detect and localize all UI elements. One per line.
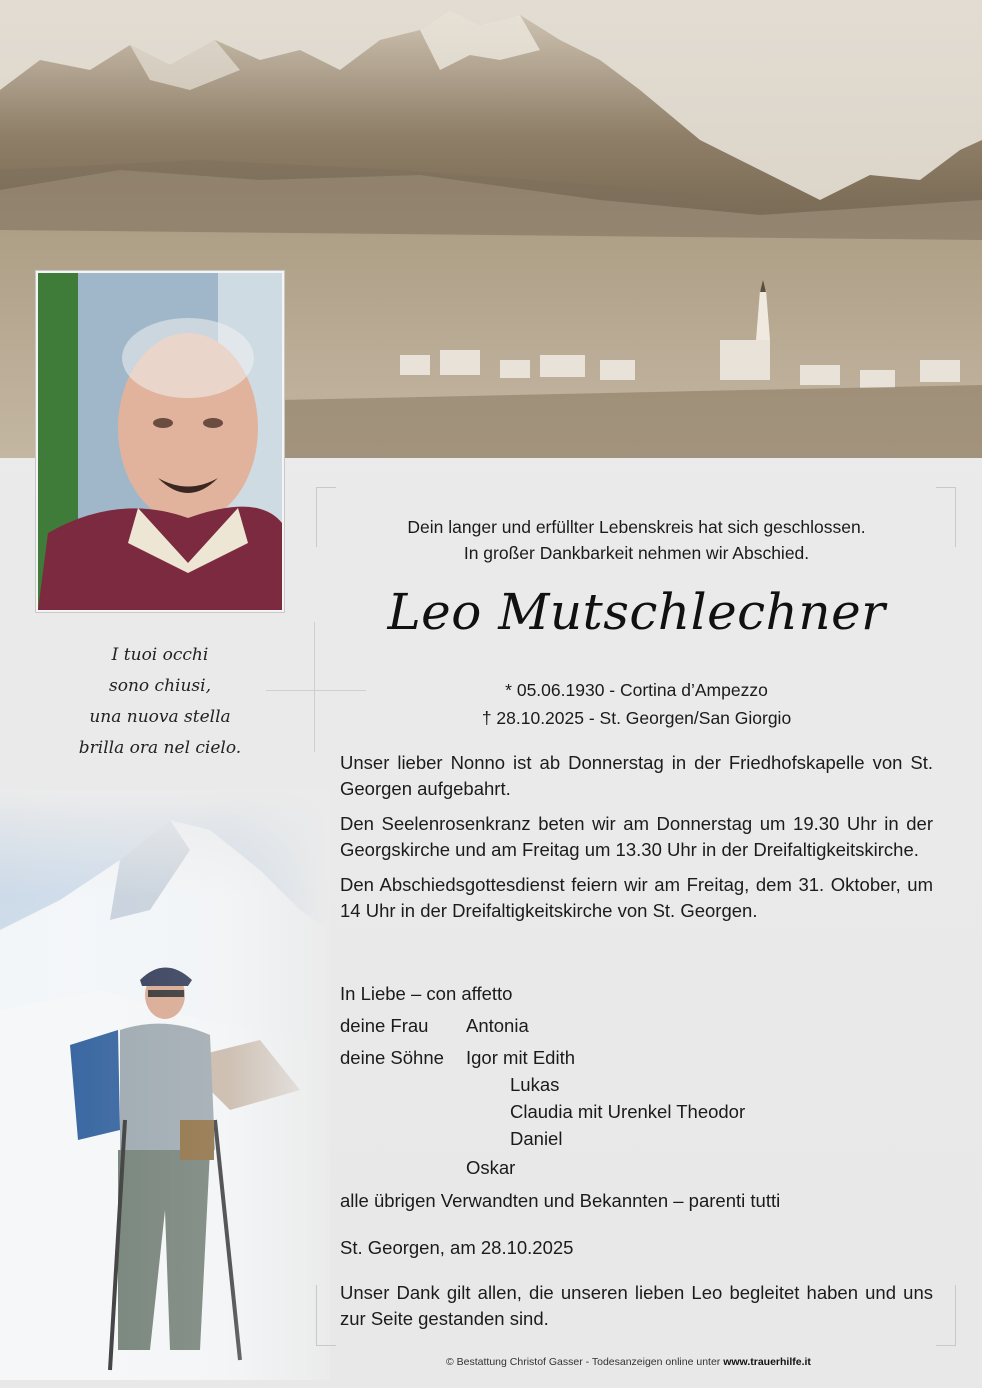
frame-top-right — [936, 487, 956, 488]
son-name: Oskar — [466, 1157, 516, 1178]
life-dates — [340, 676, 933, 732]
poem-line: una nuova stella — [89, 707, 231, 727]
place-date: St. Georgen, am 28.10.2025 — [340, 1237, 574, 1258]
poem-line: sono chiusi, — [109, 676, 211, 696]
frame-left-bottom — [316, 1285, 317, 1345]
paragraph-funeral: Den Abschiedsgottesdienst feiern wir am Freitag, dem 31. Oktober, um 14 Uhr in der Dreifaltigkeitskirche von St. Georgen. — [340, 874, 933, 921]
frame-left-top — [316, 487, 317, 547]
hiker-illustration — [0, 790, 330, 1380]
announcement-body — [340, 750, 933, 933]
son-partner: mit Edith — [497, 1047, 575, 1068]
portrait-illustration — [38, 273, 282, 610]
birth-date: * 05.06.1930 - Cortina d’Ampezzo — [505, 680, 768, 700]
paragraph-viewing: Unser lieber Nonno ist ab Donnerstag in der Friedhofskapelle von St. Georgen aufgebahrt. — [340, 752, 933, 799]
paragraph-rosary: Den Seelenrosenkranz beten wir am Donnerstag um 19.30 Uhr in der Georgskirche und am Freitag um 13.30 Uhr in der Dreifaltigkeitskirche. — [340, 813, 933, 860]
intro-line: In großer Dankbarkeit nehmen wir Abschied. — [463, 543, 810, 563]
deceased-name: Leo Mutschlechner — [387, 583, 886, 641]
thanks-block — [340, 1280, 933, 1341]
sons-label: deine Söhne — [340, 1047, 444, 1068]
portrait-photo — [36, 271, 284, 612]
grandchild-name: Daniel — [510, 1128, 563, 1149]
frame-top-left — [316, 487, 336, 488]
poem — [60, 640, 260, 764]
intro-line: Dein langer und erfüllter Lebenskreis hat sich geschlossen. — [407, 517, 866, 537]
footer-text: © Bestattung Christof Gasser - Todesanzeigen online unter — [446, 1356, 724, 1368]
family-wife-row — [340, 1013, 529, 1039]
frame-bottom-right — [936, 1345, 956, 1346]
intro-text — [340, 514, 933, 566]
death-date: † 28.10.2025 - St. Georgen/San Giorgio — [481, 708, 792, 728]
footer-link[interactable]: www.trauerhilfe.it — [723, 1356, 811, 1368]
family-heading: In Liebe – con affetto — [340, 983, 513, 1004]
hiker-photo — [0, 790, 330, 1380]
thanks-text: Unser Dank gilt allen, die unseren lieben Leo begleitet haben und uns zur Seite gestanden sind. — [340, 1282, 933, 1329]
frame-right-top — [955, 487, 956, 547]
wife-name: Antonia — [466, 1015, 529, 1036]
poem-line: I tuoi occhi — [111, 645, 209, 665]
poem-line: brilla ora nel cielo. — [78, 738, 242, 758]
cross-icon — [314, 622, 315, 752]
footer-credit — [446, 1356, 811, 1368]
family-sons-row — [340, 1045, 575, 1071]
son-name: Igor — [466, 1047, 498, 1068]
grandchild-name: Claudia mit Urenkel Theodor — [510, 1101, 746, 1122]
grandchild-name: Lukas — [510, 1074, 560, 1095]
frame-bottom-left — [316, 1345, 336, 1346]
wife-label: deine Frau — [340, 1015, 429, 1036]
relatives-line: alle übrigen Verwandten und Bekannten – parenti tutti — [340, 1190, 781, 1211]
frame-right-bottom — [955, 1285, 956, 1345]
